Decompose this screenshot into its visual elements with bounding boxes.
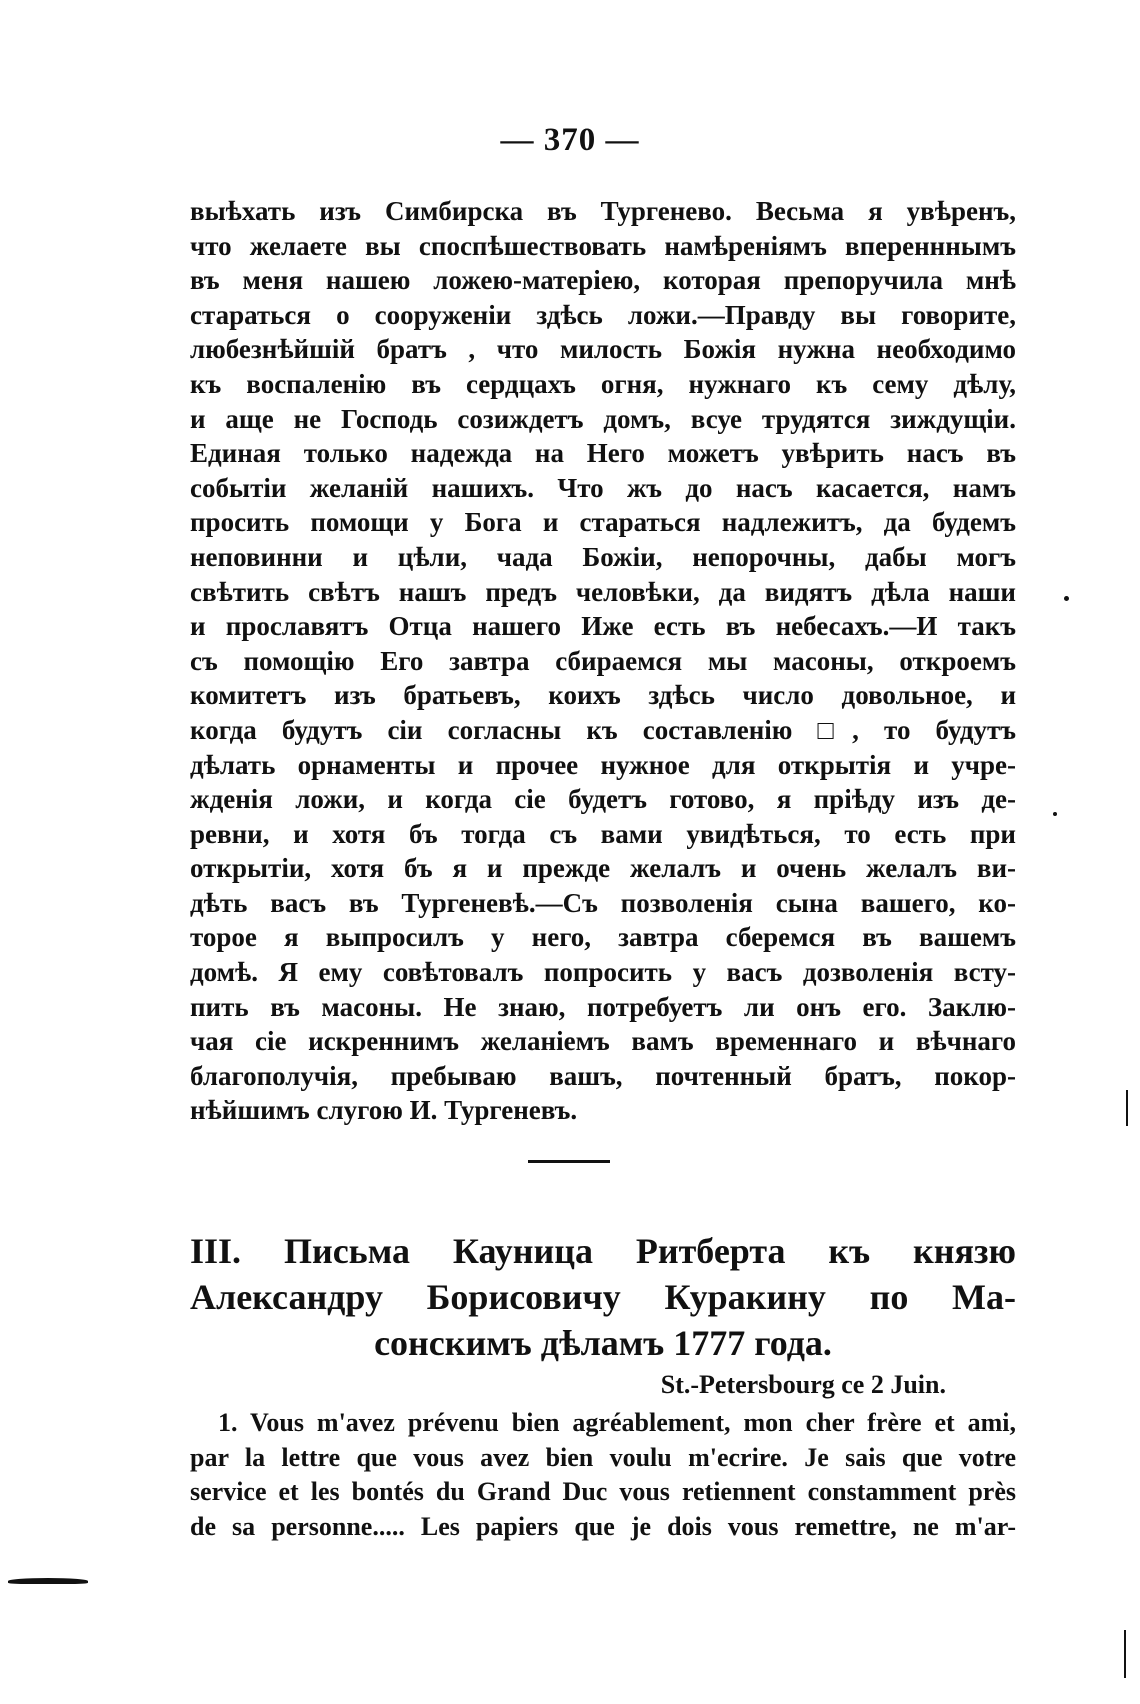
heading-line: сонскимъ дѣламъ 1777 года.: [374, 1323, 832, 1363]
text-line: de sa personne..... Les papiers que je dois vous remettre, ne m'ar-: [190, 1511, 1016, 1541]
section-separator: [528, 1160, 610, 1163]
text-line: пить въ масоны. Не знаю, потребуетъ ли онъ его. Заклю-: [190, 991, 1016, 1022]
text-line: любезнѣйшій братъ , что милость Божія нужна необходимо: [190, 334, 1016, 365]
heading-line: Александру Борисовичу Куракину по Ма-: [190, 1277, 1016, 1317]
letter-dateline: St.-Petersbourg ce 2 Juin.: [660, 1370, 946, 1399]
text-line: къ воспаленію въ сердцахъ огня, нужнаго къ сему дѣлу,: [190, 368, 1016, 399]
text-line: дѣть васъ въ Тургеневѣ.—Съ позволенія сына вашего, ко-: [190, 887, 1016, 918]
text-line: въ меня нашею ложею-матеріею, которая препоручила мнѣ: [190, 265, 1016, 296]
text-line: просить помощи у Бога и стараться надлежитъ, да будемъ: [190, 507, 1016, 538]
text-line: свѣтить свѣтъ нашъ предъ человѣки, да видятъ дѣла наши: [190, 576, 1016, 607]
text-line: ревни, и хотя бъ тогда съ вами увидѣться, то есть при: [190, 818, 1016, 849]
text-line: и аще не Господь созиждетъ домъ, всуе трудятся зиждущіи.: [190, 403, 1016, 434]
letter-body: [190, 194, 1016, 1128]
text-line: домѣ. Я ему совѣтовалъ попросить у васъ дозволенія всту-: [190, 957, 1016, 988]
text-line: service et les bontés du Grand Duc vous retiennent constamment près: [190, 1477, 1016, 1507]
text-line: стараться о сооруженіи здѣсь ложи.—Правду вы говорите,: [190, 299, 1016, 330]
scan-mark: [1126, 1090, 1128, 1126]
scan-mark: [1124, 1630, 1126, 1678]
text-line: торое я выпросилъ у него, завтра сберемся въ вашемъ: [190, 922, 1016, 953]
text-line: когда будутъ сіи согласны къ составленію □, то будутъ: [190, 714, 1016, 745]
text-line: дѣлать орнаменты и прочее нужное для открытія и учре-: [190, 749, 1016, 780]
scan-mark: [8, 1578, 88, 1584]
text-line: открытіи, хотя бъ я и прежде желалъ и очень желалъ ви-: [190, 853, 1016, 884]
text-line: неповинни и цѣли, чада Божіи, непорочны, дабы могъ: [190, 541, 1016, 572]
scan-mark: [1053, 812, 1057, 816]
page-number: — 370 —: [500, 122, 640, 158]
text-line: жденія ложи, и когда сіе будетъ готово, я пріѣду изъ де-: [190, 784, 1016, 815]
text-line: выѣхать изъ Симбирска въ Тургенево. Весьма я увѣренъ,: [190, 196, 1016, 226]
text-line: и прославятъ Отца нашего Иже есть въ небесахъ.—И такъ: [190, 611, 1016, 642]
section-heading: [190, 1228, 1016, 1366]
french-letter: [190, 1406, 1016, 1544]
heading-line: III. Письма Кауница Ритберта къ князю: [190, 1231, 1016, 1271]
text-line: событіи желаній нашихъ. Что жъ до насъ касается, намъ: [190, 472, 1016, 503]
text-line: съ помощію Его завтра сбираемся мы масоны, откроемъ: [190, 645, 1016, 676]
text-line: Единая только надежда на Него можетъ увѣрить насъ въ: [190, 438, 1016, 469]
text-line: благополучія, пребываю вашъ, почтенный братъ, покор-: [190, 1060, 1016, 1091]
text-line: комитетъ изъ братьевъ, коихъ здѣсь число довольное, и: [190, 680, 1016, 711]
text-line: чая сіе искреннимъ желаніемъ вамъ временнаго и вѣчнаго: [190, 1026, 1016, 1057]
scan-mark: [1064, 596, 1069, 601]
text-line: 1. Vous m'avez prévenu bien agréablement, mon cher frère et ami,: [218, 1408, 1016, 1437]
text-line: что желаете вы споспѣшествовать намѣреніямъ вперенннымъ: [190, 230, 1016, 261]
text-line: par la lettre que vous avez bien voulu m'ecrire. Je sais que votre: [190, 1442, 1016, 1472]
text-line: нѣйшимъ слугою И. Тургеневъ.: [190, 1095, 578, 1126]
